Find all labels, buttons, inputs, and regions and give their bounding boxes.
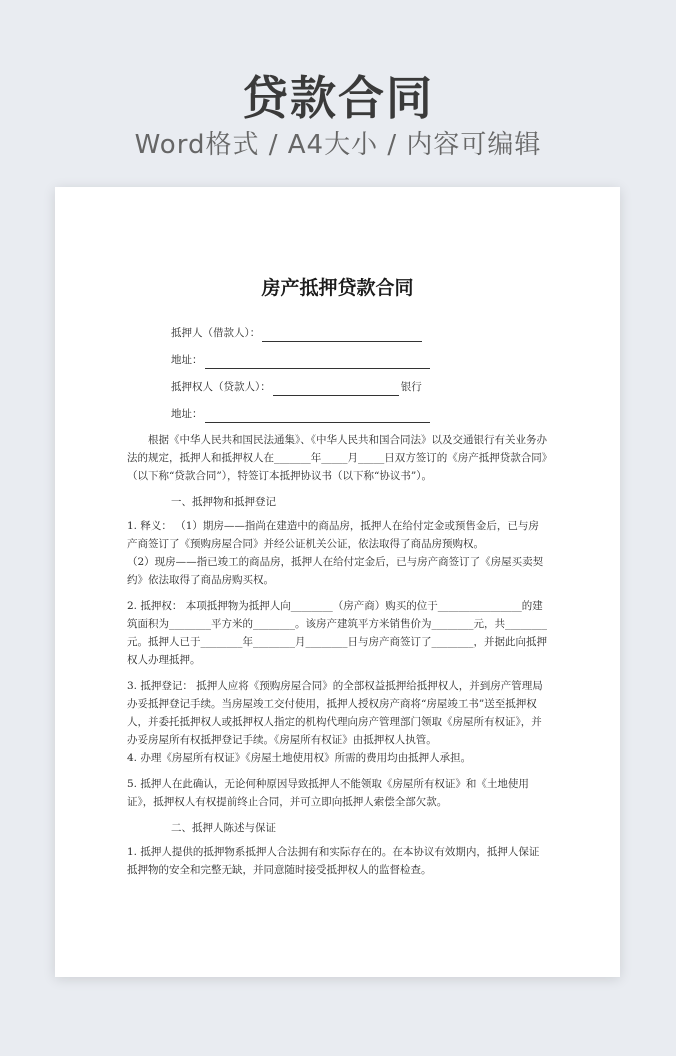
hero-subtitle: Word格式 / A4大小 / 内容可编辑 bbox=[134, 130, 542, 160]
preamble-paragraph: 根据《中华人民共和国民法通集》、《中华人民共和国合同法》以及交通银行有关业务办法的规定，抵押人和抵押权人在_______年_____月_____日双方签订的《房产抵押贷款合同》（以下称“贷款合同”），特签订本抵押协议书（以下称“协议书”）。 bbox=[127, 434, 547, 482]
address-label: 地址： bbox=[171, 354, 203, 366]
mortgagor-label: 抵押人（借款人）： bbox=[171, 327, 261, 339]
clause-4: 4. 办理《房屋所有权证》《房屋土地使用权》所需的费用均由抵押人承担。 bbox=[127, 752, 472, 764]
mortgagor-blank bbox=[262, 329, 422, 342]
section-heading-2: 二、抵押人陈述与保证 bbox=[171, 822, 276, 834]
clause-6: 1. 抵押人提供的抵押物系抵押人合法拥有和实际存在的。在本协议有效期内，抵押人保证抵押物的安全和完整无缺，并同意随时接受抵押权人的监督检查。 bbox=[127, 846, 540, 876]
clause-5: 5. 抵押人在此确认，无论何种原因导致抵押人不能领取《房屋所有权证》和《土地使用证》，抵押权人有权提前终止合同，并可立即向抵押人索偿全部欠款。 bbox=[127, 778, 529, 808]
document-body bbox=[127, 315, 548, 879]
address2-label: 地址： bbox=[171, 408, 203, 420]
mortgagor-line bbox=[127, 315, 548, 342]
mortgagee-label: 抵押权人（贷款人）： bbox=[171, 381, 271, 393]
document-title: 房产抵押贷款合同 bbox=[261, 277, 414, 299]
hero-title: 贷款合同 bbox=[242, 71, 434, 125]
section-heading-1: 一、抵押物和抵押登记 bbox=[171, 496, 276, 508]
document-page bbox=[55, 187, 620, 977]
mortgagee-blank bbox=[273, 383, 399, 396]
clause-1a: 1. 释义： （1）期房——指尚在建造中的商品房，抵押人在给付定金或预售金后，已与房产商签订了《预购房屋合同》并经公证机关公证，依法取得了商品房预购权。 bbox=[127, 520, 539, 550]
clause-1b: （2）现房——指已竣工的商品房，抵押人在给付定金后，已与房产商签订了《房屋买卖契约》依法取得了商品房购买权。 bbox=[127, 556, 544, 586]
clause-3: 3. 抵押登记： 抵押人应将《预购房屋合同》的全部权益抵押给抵押权人，并到房产管理局办妥抵押登记手续。当房屋竣工交付使用，抵押人授权房产商将“房屋竣工书”送至抵押权人，并委托抵押权人或抵押权人指定的机构代理向房产管理部门领取《房屋所有权证》，并办妥房屋所有权抵押登记手续。《房屋所有权证》由抵押权人执管。 bbox=[127, 680, 543, 746]
clause-2: 2. 抵押权： 本项抵押物为抵押人向________（房产商）购买的位于________________的建筑面积为________平方米的________。该房产建筑平方米销售价为________元，共________元。抵押人已于________年________月________日与房产商签订了________，并据此向抵押权人办理抵押。 bbox=[127, 600, 547, 666]
bank-suffix: 银行 bbox=[400, 381, 422, 393]
address2-blank bbox=[205, 410, 430, 423]
address-blank bbox=[205, 356, 430, 369]
address-line bbox=[127, 342, 548, 369]
address2-line bbox=[127, 396, 548, 423]
mortgagee-line bbox=[127, 369, 548, 396]
